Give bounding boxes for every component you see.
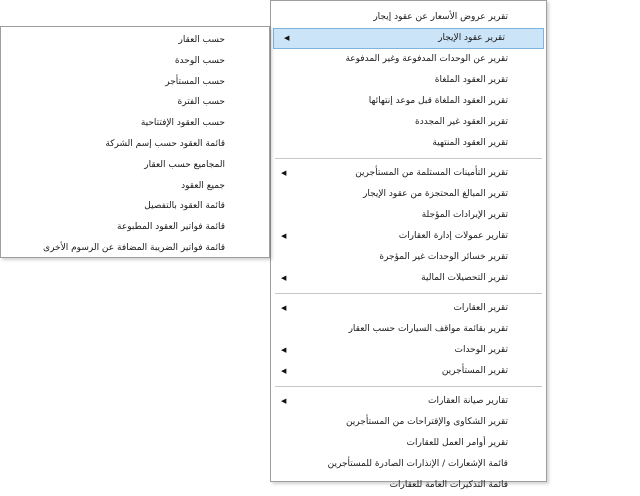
menu-item-complaints-suggestions[interactable] — [271, 412, 546, 433]
menu-separator — [275, 293, 542, 294]
menu-item-label: تقرير أوامر العمل للعقارات — [406, 438, 508, 448]
triangle-left-icon: ◀ — [281, 232, 287, 240]
menu-item-lease-contracts-report[interactable] — [273, 28, 544, 49]
submenu-item-label: قائمة فواتير الضريبة المضافة عن الرسوم الأخرى — [43, 242, 225, 253]
menu-item-tenants-report[interactable] — [271, 361, 546, 382]
submenu-item-label: المجاميع حسب العقار — [144, 159, 225, 170]
submenu-item-label: حسب العقار — [178, 35, 225, 45]
menu-item-label: تقرير بقائمة مواقف السيارات حسب العقار — [348, 324, 508, 334]
menu-item-label: تقرير العقارات — [453, 303, 508, 313]
menu-item-quotation-report[interactable] — [271, 7, 546, 28]
submenu-item-by-property[interactable] — [1, 30, 269, 51]
submenu-item-label: حسب العقود الإفتتاحية — [140, 118, 225, 129]
menu-separator — [275, 386, 542, 387]
submenu-item-totals-by-property[interactable] — [1, 155, 269, 176]
menu-item-units-report[interactable] — [271, 340, 546, 361]
menu-item-general-reminders[interactable] — [271, 475, 546, 496]
menu-separator — [275, 158, 542, 159]
submenu-item-label: حسب الفترة — [177, 97, 225, 108]
menu-item-vacant-unit-losses[interactable] — [271, 247, 546, 268]
triangle-left-icon: ◀ — [281, 274, 287, 282]
menu-item-label: تقرير التحصيلات المالية — [421, 273, 508, 283]
menu-item-financial-collections[interactable] — [271, 268, 546, 289]
submenu-item-by-company-name[interactable] — [1, 134, 269, 155]
menu-item-tenant-deposits[interactable] — [271, 163, 546, 184]
menu-item-label: تقارير عمولات إدارة العقارات — [398, 231, 508, 241]
menu-item-label: تقرير الوحدات — [454, 345, 508, 355]
menu-item-maintenance-reports[interactable] — [271, 391, 546, 412]
menu-item-label: تقرير خسائر الوحدات غير المؤجرة — [379, 252, 508, 262]
submenu-item-by-unit[interactable] — [1, 51, 269, 72]
menu-item-label: تقرير الشكاوى والإقتراحات من المستأجرين — [345, 417, 508, 427]
menu-item-label: تقرير العقود غير المجددة — [415, 117, 508, 127]
triangle-left-icon: ◀ — [281, 346, 287, 354]
menu-item-cancelled-contracts[interactable] — [271, 70, 546, 91]
menu-item-non-renewed-contracts[interactable] — [271, 112, 546, 133]
submenu-item-contracts-detailed[interactable] — [1, 196, 269, 217]
reports-context-menu — [270, 0, 547, 490]
submenu-item-by-period[interactable] — [1, 92, 269, 113]
triangle-left-icon: ◀ — [284, 34, 290, 42]
menu-item-label: قائمة التذكيرات العامة للعقارات — [389, 480, 508, 490]
triangle-left-icon: ◀ — [281, 304, 287, 312]
menu-item-label: تقرير الإيرادات المؤجلة — [421, 210, 508, 220]
menu-item-label: تقرير العقود الملغاة قبل موعد إنتهائها — [368, 96, 508, 106]
lease-contracts-submenu — [0, 26, 270, 258]
menu-item-label: قائمة الإشعارات / الإنذارات الصادرة للمستأجرين — [327, 459, 508, 469]
triangle-left-icon: ◀ — [281, 169, 287, 177]
menu-item-label: تقرير عن الوحدات المدفوعة وغير المدفوعة — [345, 54, 508, 64]
menu-item-label: تقرير عقود الإيجار — [438, 33, 505, 43]
submenu-item-vat-invoices-other-fees[interactable] — [1, 238, 269, 259]
submenu-item-all-contracts[interactable] — [1, 176, 269, 197]
menu-item-label: تقرير العقود المنتهية — [432, 138, 508, 148]
submenu-item-label: قائمة فواتير العقود المطبوعة — [117, 222, 225, 233]
menu-item-paid-unpaid-units[interactable] — [271, 49, 546, 70]
menu-item-expired-contracts[interactable] — [271, 133, 546, 154]
submenu-item-printed-invoices[interactable] — [1, 217, 269, 238]
submenu-item-label: قائمة العقود بالتفصيل — [144, 201, 225, 212]
submenu-item-label: حسب الوحدة — [174, 55, 225, 66]
menu-item-label: تقرير المبالغ المحتجزة من عقود الإيجار — [363, 189, 508, 199]
menu-item-management-commissions[interactable] — [271, 226, 546, 247]
menu-item-properties-report[interactable] — [271, 298, 546, 319]
menu-item-withheld-amounts[interactable] — [271, 184, 546, 205]
menu-item-label: تقرير المستأجرين — [441, 366, 508, 376]
submenu-item-label: قائمة العقود حسب إسم الشركة — [105, 138, 225, 149]
menu-item-early-cancelled-contracts[interactable] — [271, 91, 546, 112]
submenu-item-label: حسب المستأجر — [165, 76, 225, 87]
menu-item-label: تقرير العقود الملغاة — [434, 75, 508, 85]
menu-item-parking-list[interactable] — [271, 319, 546, 340]
menu-item-tenant-notices[interactable] — [271, 454, 546, 475]
menu-item-label: تقرير التأمينات المستلمة من المستأجرين — [355, 168, 508, 178]
triangle-left-icon: ◀ — [281, 367, 287, 375]
menu-item-label: تقارير صيانة العقارات — [428, 396, 508, 406]
submenu-item-label: جميع العقود — [181, 180, 225, 191]
submenu-item-opening-contracts[interactable] — [1, 113, 269, 134]
triangle-left-icon: ◀ — [281, 397, 287, 405]
menu-item-deferred-revenue[interactable] — [271, 205, 546, 226]
menu-item-label: تقرير عروض الأسعار عن عقود إيجار — [373, 12, 508, 22]
menu-item-work-orders[interactable] — [271, 433, 546, 454]
submenu-item-by-tenant[interactable] — [1, 72, 269, 93]
